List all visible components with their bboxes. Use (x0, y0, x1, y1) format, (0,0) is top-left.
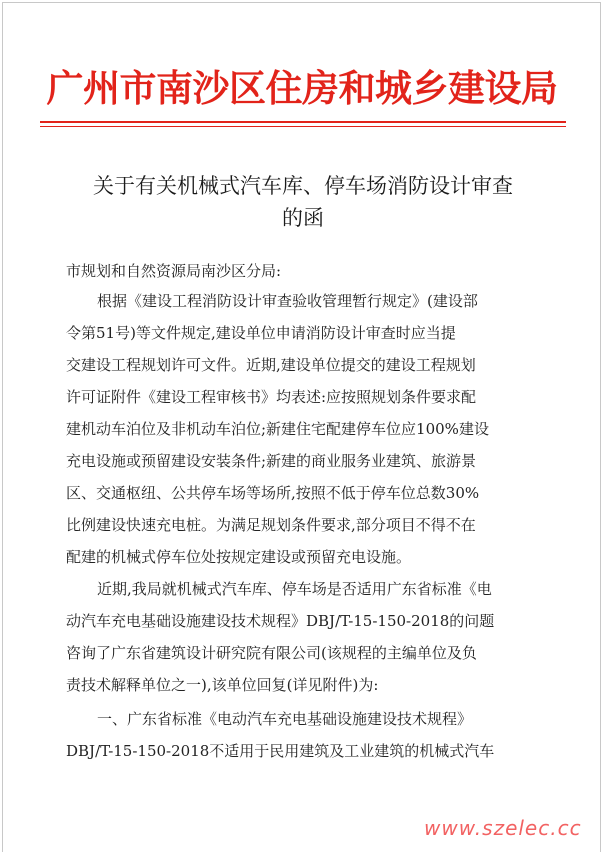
body-line: 区、交通枢纽、公共停车场等场所,按照不低于停车位总数30% (66, 484, 480, 502)
body-line: 充电设施或预留建设安装条件;新建的商业服务业建筑、旅游景 (66, 452, 477, 470)
page-border-left (2, 2, 3, 852)
body-line: 一、广东省标准《电动汽车充电基础设施建设技术规程》 (97, 710, 473, 728)
body-line: 责技术解释单位之一),该单位回复(详见附件)为: (66, 676, 379, 694)
body-line: 建机动车泊位及非机动车泊位;新建住宅配建停车位应100%建设 (66, 420, 489, 438)
body-line: 根据《建设工程消防设计审查验收管理暂行规定》(建设部 (97, 292, 478, 310)
body-line: 令第51号)等文件规定,建设单位申请消防设计审查时应当提 (66, 324, 456, 342)
body-line: 动汽车充电基础设施建设技术规程》DBJ/T-15-150-2018的问题 (66, 612, 495, 630)
body-line: 交建设工程规划许可文件。近期,建设单位提交的建设工程规划 (66, 356, 476, 374)
organization-header: 广州市南沙区住房和城乡建设局 (46, 66, 558, 110)
body-line: 许可证附件《建设工程审核书》均表述:应按照规划条件要求配 (66, 388, 477, 406)
body-line: 近期,我局就机械式汽车库、停车场是否适用广东省标准《电 (97, 580, 492, 598)
body-line: 比例建设快速充电桩。为满足规划条件要求,部分项目不得不在 (66, 516, 476, 534)
document-title-line-2: 的函 (282, 206, 324, 230)
body-line: 配建的机械式停车位处按规定建设或预留充电设施。 (66, 548, 412, 566)
page-border-top (2, 2, 600, 3)
body-line: 咨询了广东省建筑设计研究院有限公司(该规程的主编单位及负 (66, 644, 477, 662)
page-border-right (600, 2, 601, 852)
watermark-text: www.szelec.cc (424, 816, 582, 840)
document-title-line-1: 关于有关机械式汽车库、停车场消防设计审查 (93, 174, 513, 198)
header-red-rule-top (40, 121, 566, 123)
body-line: DBJ/T-15-150-2018不适用于民用建筑及工业建筑的机械式汽车 (66, 742, 495, 760)
header-red-rule-bottom (40, 126, 566, 127)
addressee: 市规划和自然资源局南沙区分局: (66, 262, 282, 280)
